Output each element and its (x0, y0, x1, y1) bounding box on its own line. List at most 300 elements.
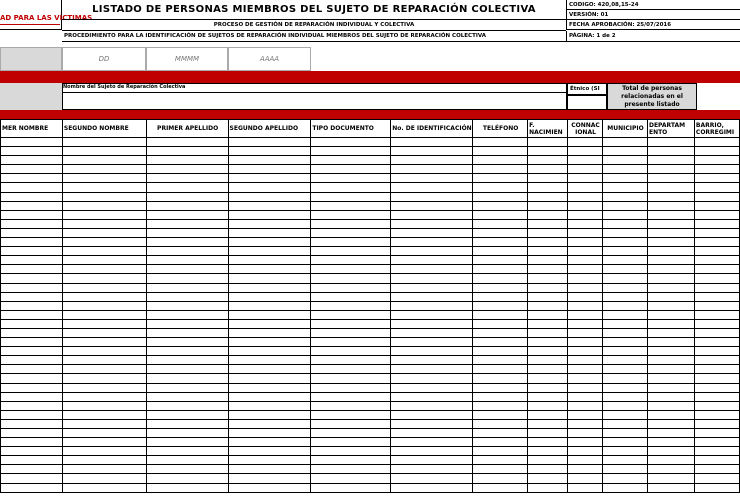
table-cell[interactable] (694, 410, 739, 419)
table-cell[interactable] (228, 374, 311, 383)
table-cell[interactable] (311, 201, 391, 210)
table-cell[interactable] (528, 156, 568, 165)
table-cell[interactable] (391, 347, 473, 356)
table-cell[interactable] (311, 356, 391, 365)
table-cell[interactable] (694, 228, 739, 237)
table-cell[interactable] (311, 465, 391, 474)
table-cell[interactable] (228, 210, 311, 219)
table-cell[interactable] (528, 165, 568, 174)
table-cell[interactable] (391, 201, 473, 210)
table-cell[interactable] (1, 219, 63, 228)
table-cell[interactable] (62, 429, 146, 438)
table-cell[interactable] (647, 419, 694, 428)
table-cell[interactable] (647, 410, 694, 419)
table-cell[interactable] (391, 419, 473, 428)
table-cell[interactable] (146, 419, 228, 428)
table-cell[interactable] (568, 283, 603, 292)
table-cell[interactable] (568, 419, 603, 428)
table-cell[interactable] (568, 356, 603, 365)
table-cell[interactable] (603, 228, 648, 237)
table-cell[interactable] (528, 392, 568, 401)
table-cell[interactable] (473, 165, 528, 174)
table-cell[interactable] (391, 192, 473, 201)
table-cell[interactable] (391, 328, 473, 337)
table-cell[interactable] (473, 201, 528, 210)
table-cell[interactable] (528, 219, 568, 228)
table-cell[interactable] (603, 265, 648, 274)
table-cell[interactable] (391, 438, 473, 447)
table-cell[interactable] (311, 401, 391, 410)
table-cell[interactable] (694, 156, 739, 165)
table-cell[interactable] (146, 483, 228, 492)
table-cell[interactable] (528, 383, 568, 392)
table-cell[interactable] (311, 156, 391, 165)
table-cell[interactable] (228, 456, 311, 465)
table-cell[interactable] (568, 310, 603, 319)
table-cell[interactable] (603, 210, 648, 219)
table-cell[interactable] (528, 283, 568, 292)
table-cell[interactable] (694, 356, 739, 365)
table-cell[interactable] (694, 301, 739, 310)
table-cell[interactable] (694, 392, 739, 401)
table-cell[interactable] (694, 165, 739, 174)
table-cell[interactable] (603, 374, 648, 383)
date-year-field[interactable]: AAAA (228, 47, 311, 71)
table-cell[interactable] (1, 356, 63, 365)
table-cell[interactable] (1, 156, 63, 165)
table-cell[interactable] (603, 383, 648, 392)
table-cell[interactable] (528, 301, 568, 310)
table-cell[interactable] (1, 274, 63, 283)
table-cell[interactable] (694, 183, 739, 192)
table-cell[interactable] (473, 374, 528, 383)
table-cell[interactable] (62, 192, 146, 201)
table-cell[interactable] (311, 319, 391, 328)
table-cell[interactable] (1, 447, 63, 456)
table-cell[interactable] (528, 265, 568, 274)
table-cell[interactable] (568, 474, 603, 483)
table-cell[interactable] (694, 256, 739, 265)
table-cell[interactable] (391, 283, 473, 292)
table-cell[interactable] (311, 429, 391, 438)
table-cell[interactable] (146, 156, 228, 165)
table-cell[interactable] (603, 301, 648, 310)
table-cell[interactable] (228, 474, 311, 483)
table-cell[interactable] (473, 447, 528, 456)
table-cell[interactable] (62, 465, 146, 474)
table-cell[interactable] (146, 210, 228, 219)
table-cell[interactable] (62, 356, 146, 365)
table-cell[interactable] (568, 247, 603, 256)
table-cell[interactable] (568, 210, 603, 219)
table-cell[interactable] (603, 192, 648, 201)
table-cell[interactable] (391, 456, 473, 465)
table-cell[interactable] (603, 183, 648, 192)
table-cell[interactable] (568, 338, 603, 347)
table-cell[interactable] (647, 438, 694, 447)
table-cell[interactable] (146, 374, 228, 383)
table-cell[interactable] (391, 247, 473, 256)
date-day-field[interactable]: DD (62, 47, 146, 71)
table-cell[interactable] (311, 383, 391, 392)
table-cell[interactable] (311, 138, 391, 147)
table-cell[interactable] (146, 392, 228, 401)
table-cell[interactable] (391, 174, 473, 183)
table-cell[interactable] (528, 228, 568, 237)
table-cell[interactable] (1, 256, 63, 265)
table-cell[interactable] (146, 474, 228, 483)
table-cell[interactable] (473, 338, 528, 347)
table-cell[interactable] (146, 228, 228, 237)
table-cell[interactable] (1, 165, 63, 174)
table-cell[interactable] (1, 247, 63, 256)
table-cell[interactable] (568, 228, 603, 237)
table-cell[interactable] (603, 319, 648, 328)
table-cell[interactable] (311, 174, 391, 183)
table-cell[interactable] (62, 392, 146, 401)
table-cell[interactable] (228, 347, 311, 356)
table-cell[interactable] (694, 247, 739, 256)
table-cell[interactable] (647, 338, 694, 347)
table-cell[interactable] (62, 219, 146, 228)
table-cell[interactable] (473, 356, 528, 365)
table-cell[interactable] (391, 474, 473, 483)
table-cell[interactable] (603, 147, 648, 156)
table-cell[interactable] (568, 429, 603, 438)
table-cell[interactable] (1, 365, 63, 374)
table-cell[interactable] (603, 328, 648, 337)
table-cell[interactable] (473, 419, 528, 428)
table-cell[interactable] (311, 210, 391, 219)
table-cell[interactable] (603, 165, 648, 174)
table-cell[interactable] (391, 265, 473, 274)
table-cell[interactable] (146, 401, 228, 410)
table-cell[interactable] (391, 228, 473, 237)
table-cell[interactable] (228, 483, 311, 492)
table-cell[interactable] (568, 301, 603, 310)
table-cell[interactable] (528, 147, 568, 156)
table-cell[interactable] (528, 183, 568, 192)
table-cell[interactable] (694, 338, 739, 347)
table-cell[interactable] (568, 456, 603, 465)
table-cell[interactable] (391, 319, 473, 328)
table-cell[interactable] (528, 310, 568, 319)
table-cell[interactable] (473, 283, 528, 292)
table-cell[interactable] (528, 419, 568, 428)
table-cell[interactable] (146, 219, 228, 228)
table-cell[interactable] (603, 292, 648, 301)
table-cell[interactable] (647, 365, 694, 374)
table-cell[interactable] (603, 419, 648, 428)
table-cell[interactable] (528, 365, 568, 374)
table-cell[interactable] (146, 256, 228, 265)
table-cell[interactable] (473, 465, 528, 474)
table-cell[interactable] (1, 383, 63, 392)
table-cell[interactable] (647, 283, 694, 292)
table-cell[interactable] (647, 174, 694, 183)
table-cell[interactable] (1, 192, 63, 201)
table-cell[interactable] (62, 419, 146, 428)
table-cell[interactable] (1, 201, 63, 210)
table-cell[interactable] (647, 401, 694, 410)
table-cell[interactable] (228, 419, 311, 428)
table-cell[interactable] (473, 410, 528, 419)
table-cell[interactable] (694, 429, 739, 438)
table-cell[interactable] (391, 374, 473, 383)
table-cell[interactable] (228, 274, 311, 283)
table-cell[interactable] (473, 174, 528, 183)
table-cell[interactable] (473, 319, 528, 328)
table-cell[interactable] (694, 474, 739, 483)
subject-name-field[interactable] (62, 92, 567, 110)
table-cell[interactable] (1, 265, 63, 274)
table-cell[interactable] (1, 210, 63, 219)
table-cell[interactable] (1, 292, 63, 301)
table-cell[interactable] (528, 328, 568, 337)
table-cell[interactable] (146, 301, 228, 310)
table-cell[interactable] (311, 483, 391, 492)
table-cell[interactable] (62, 283, 146, 292)
table-cell[interactable] (528, 256, 568, 265)
table-cell[interactable] (391, 210, 473, 219)
table-cell[interactable] (1, 474, 63, 483)
table-cell[interactable] (647, 219, 694, 228)
table-cell[interactable] (228, 438, 311, 447)
table-cell[interactable] (146, 447, 228, 456)
table-cell[interactable] (568, 365, 603, 374)
table-cell[interactable] (62, 301, 146, 310)
table-cell[interactable] (473, 383, 528, 392)
table-cell[interactable] (568, 238, 603, 247)
table-cell[interactable] (473, 138, 528, 147)
table-cell[interactable] (528, 138, 568, 147)
table-cell[interactable] (568, 438, 603, 447)
table-cell[interactable] (146, 456, 228, 465)
table-cell[interactable] (528, 274, 568, 283)
table-cell[interactable] (62, 247, 146, 256)
table-cell[interactable] (146, 265, 228, 274)
table-cell[interactable] (146, 192, 228, 201)
table-cell[interactable] (146, 274, 228, 283)
table-cell[interactable] (391, 292, 473, 301)
table-cell[interactable] (62, 383, 146, 392)
table-cell[interactable] (391, 156, 473, 165)
table-cell[interactable] (568, 410, 603, 419)
table-cell[interactable] (62, 310, 146, 319)
table-cell[interactable] (473, 274, 528, 283)
table-cell[interactable] (528, 429, 568, 438)
table-cell[interactable] (473, 192, 528, 201)
table-cell[interactable] (694, 147, 739, 156)
table-cell[interactable] (391, 447, 473, 456)
table-cell[interactable] (1, 419, 63, 428)
table-cell[interactable] (603, 174, 648, 183)
table-cell[interactable] (146, 238, 228, 247)
table-cell[interactable] (391, 310, 473, 319)
table-cell[interactable] (1, 483, 63, 492)
table-cell[interactable] (473, 292, 528, 301)
table-cell[interactable] (568, 319, 603, 328)
table-cell[interactable] (473, 219, 528, 228)
table-cell[interactable] (647, 165, 694, 174)
table-cell[interactable] (228, 292, 311, 301)
table-cell[interactable] (311, 410, 391, 419)
table-cell[interactable] (146, 165, 228, 174)
table-cell[interactable] (311, 474, 391, 483)
table-cell[interactable] (391, 183, 473, 192)
table-cell[interactable] (391, 138, 473, 147)
table-cell[interactable] (311, 283, 391, 292)
table-cell[interactable] (647, 274, 694, 283)
table-cell[interactable] (62, 374, 146, 383)
table-cell[interactable] (62, 238, 146, 247)
table-cell[interactable] (1, 465, 63, 474)
table-cell[interactable] (694, 347, 739, 356)
table-cell[interactable] (694, 365, 739, 374)
table-cell[interactable] (568, 192, 603, 201)
table-cell[interactable] (473, 147, 528, 156)
table-cell[interactable] (62, 338, 146, 347)
table-cell[interactable] (568, 174, 603, 183)
table-cell[interactable] (473, 328, 528, 337)
table-cell[interactable] (694, 138, 739, 147)
table-cell[interactable] (1, 183, 63, 192)
table-cell[interactable] (603, 392, 648, 401)
table-cell[interactable] (391, 147, 473, 156)
table-cell[interactable] (391, 238, 473, 247)
table-cell[interactable] (647, 319, 694, 328)
table-cell[interactable] (694, 174, 739, 183)
table-cell[interactable] (647, 228, 694, 237)
table-cell[interactable] (568, 274, 603, 283)
table-cell[interactable] (568, 256, 603, 265)
table-cell[interactable] (146, 283, 228, 292)
table-cell[interactable] (528, 238, 568, 247)
table-cell[interactable] (62, 265, 146, 274)
table-cell[interactable] (146, 429, 228, 438)
table-cell[interactable] (647, 238, 694, 247)
table-cell[interactable] (694, 456, 739, 465)
table-cell[interactable] (1, 319, 63, 328)
table-cell[interactable] (311, 338, 391, 347)
table-cell[interactable] (62, 319, 146, 328)
table-cell[interactable] (528, 319, 568, 328)
table-cell[interactable] (568, 201, 603, 210)
table-cell[interactable] (528, 247, 568, 256)
table-cell[interactable] (1, 174, 63, 183)
table-cell[interactable] (568, 219, 603, 228)
total-personas-field[interactable] (697, 83, 740, 110)
table-cell[interactable] (694, 310, 739, 319)
table-cell[interactable] (568, 265, 603, 274)
table-cell[interactable] (694, 238, 739, 247)
table-cell[interactable] (311, 265, 391, 274)
table-cell[interactable] (228, 138, 311, 147)
table-cell[interactable] (391, 383, 473, 392)
table-cell[interactable] (647, 201, 694, 210)
table-cell[interactable] (603, 465, 648, 474)
table-cell[interactable] (473, 483, 528, 492)
table-cell[interactable] (528, 410, 568, 419)
table-cell[interactable] (528, 456, 568, 465)
table-cell[interactable] (228, 256, 311, 265)
table-cell[interactable] (146, 292, 228, 301)
table-cell[interactable] (1, 338, 63, 347)
table-cell[interactable] (694, 265, 739, 274)
table-cell[interactable] (146, 319, 228, 328)
table-cell[interactable] (146, 356, 228, 365)
table-cell[interactable] (694, 292, 739, 301)
table-cell[interactable] (694, 328, 739, 337)
table-cell[interactable] (311, 274, 391, 283)
table-cell[interactable] (228, 301, 311, 310)
table-cell[interactable] (146, 410, 228, 419)
table-cell[interactable] (146, 147, 228, 156)
table-cell[interactable] (391, 365, 473, 374)
table-cell[interactable] (228, 247, 311, 256)
table-cell[interactable] (473, 265, 528, 274)
table-cell[interactable] (1, 347, 63, 356)
table-cell[interactable] (228, 319, 311, 328)
table-cell[interactable] (603, 456, 648, 465)
table-cell[interactable] (603, 219, 648, 228)
table-cell[interactable] (228, 219, 311, 228)
table-cell[interactable] (311, 292, 391, 301)
table-cell[interactable] (603, 256, 648, 265)
table-cell[interactable] (391, 274, 473, 283)
table-cell[interactable] (62, 292, 146, 301)
table-cell[interactable] (311, 374, 391, 383)
table-cell[interactable] (228, 201, 311, 210)
table-cell[interactable] (62, 401, 146, 410)
table-cell[interactable] (694, 219, 739, 228)
table-cell[interactable] (311, 347, 391, 356)
table-cell[interactable] (146, 328, 228, 337)
table-cell[interactable] (1, 301, 63, 310)
table-cell[interactable] (603, 238, 648, 247)
table-cell[interactable] (647, 247, 694, 256)
table-cell[interactable] (146, 247, 228, 256)
table-cell[interactable] (62, 147, 146, 156)
table-cell[interactable] (228, 383, 311, 392)
table-cell[interactable] (694, 319, 739, 328)
table-cell[interactable] (568, 165, 603, 174)
table-cell[interactable] (228, 156, 311, 165)
table-cell[interactable] (391, 165, 473, 174)
table-cell[interactable] (62, 156, 146, 165)
table-cell[interactable] (391, 429, 473, 438)
table-cell[interactable] (568, 292, 603, 301)
table-cell[interactable] (603, 156, 648, 165)
table-cell[interactable] (603, 138, 648, 147)
table-cell[interactable] (228, 410, 311, 419)
table-cell[interactable] (1, 138, 63, 147)
table-cell[interactable] (62, 474, 146, 483)
table-cell[interactable] (647, 474, 694, 483)
table-cell[interactable] (473, 247, 528, 256)
table-cell[interactable] (647, 183, 694, 192)
table-cell[interactable] (473, 256, 528, 265)
table-cell[interactable] (603, 356, 648, 365)
table-cell[interactable] (647, 147, 694, 156)
table-cell[interactable] (647, 292, 694, 301)
table-cell[interactable] (146, 465, 228, 474)
table-cell[interactable] (473, 401, 528, 410)
table-cell[interactable] (391, 338, 473, 347)
table-cell[interactable] (528, 192, 568, 201)
table-cell[interactable] (647, 374, 694, 383)
table-cell[interactable] (62, 328, 146, 337)
